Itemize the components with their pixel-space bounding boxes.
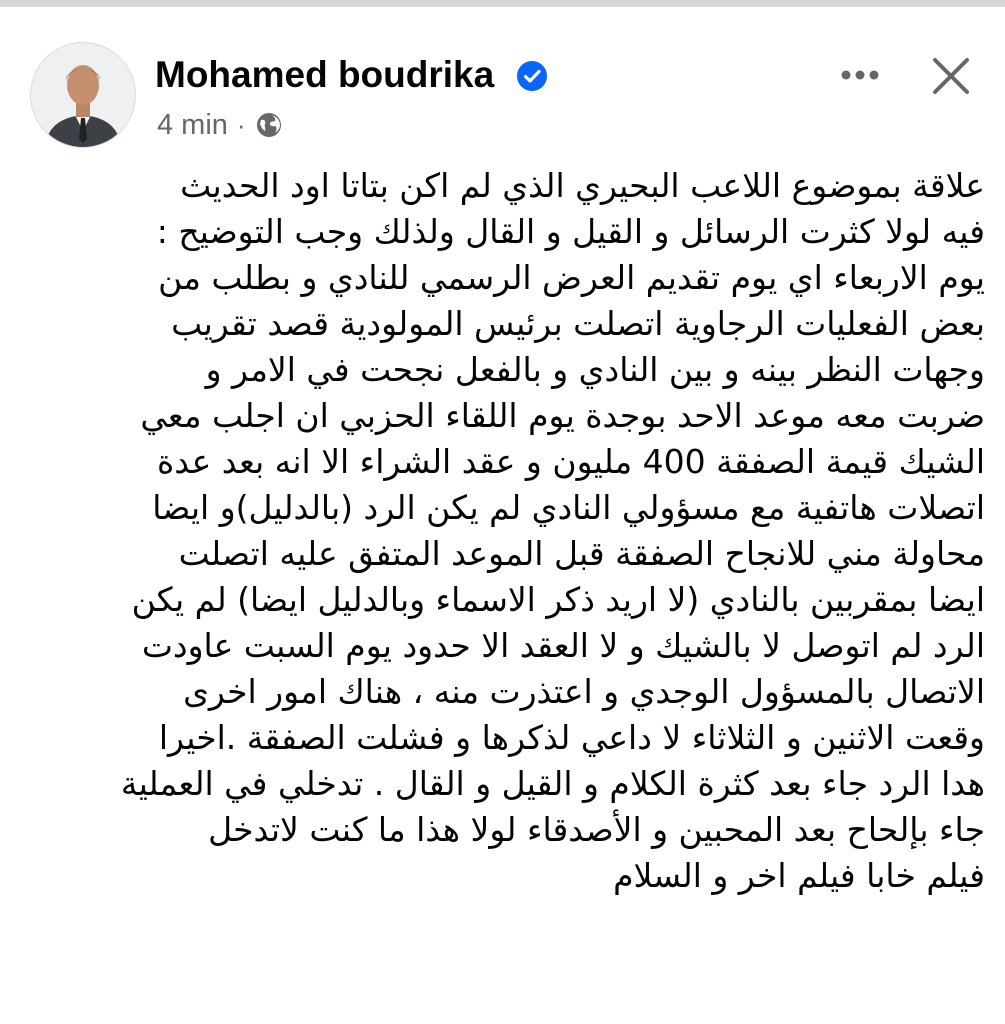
post-text-line: الرد لم اتوصل لا بالشيك و لا العقد الا حدود يوم السبت عاودت bbox=[141, 626, 985, 665]
post-meta bbox=[157, 107, 283, 143]
post-text-line: فيه لولا كثرت الرسائل و القيل و القال ولذلك وجب التوضيح : bbox=[156, 212, 985, 251]
post-text-line: فيلم خابا فيلم اخر و السلام bbox=[613, 856, 985, 895]
verified-badge-icon bbox=[516, 60, 548, 92]
post-text-line: ايضا بمقربين بالنادي (لا اريد ذكر الاسماء وبالدليل ايضا) لم يكن bbox=[131, 580, 985, 619]
post-timestamp[interactable]: 4 min bbox=[157, 108, 228, 141]
post-text-line: وجهات النظر بينه و بين النادي و بالفعل نجحت في الامر و bbox=[205, 350, 985, 389]
post-text-line: علاقة بموضوع اللاعب البحيري الذي لم اكن بتاتا اود الحديث bbox=[180, 166, 985, 205]
post-text-line: الشيك قيمة الصفقة 400 مليون و عقد الشراء الا انه بعد عدة bbox=[156, 442, 985, 481]
close-icon[interactable] bbox=[928, 53, 974, 99]
top-divider bbox=[0, 0, 1005, 7]
post-text-line: الاتصال بالمسؤول الوجدي و اعتذرت منه ، هناك امور اخرى bbox=[183, 672, 985, 711]
globe-icon[interactable] bbox=[255, 111, 283, 139]
avatar-image bbox=[31, 43, 135, 147]
post-text-line: يوم الاربعاء اي يوم تقديم العرض الرسمي للنادي و بطلب من bbox=[158, 258, 985, 297]
post-text-line: بعض الفعليات الرجاوية اتصلت برئيس المولودية قصد تقريب bbox=[171, 304, 985, 343]
meta-separator: · bbox=[236, 109, 246, 140]
post-text-line: هدا الرد جاء بعد كثرة الكلام و القيل و القال . تدخلي في العملية bbox=[120, 764, 985, 803]
post-text-line: وقعت الاثنين و الثلاثاء لا داعي لذكرها و فشلت الصفقة .اخيرا bbox=[158, 718, 985, 757]
post-text-line: محاولة مني للانجاح الصفقة قبل الموعد المتفق عليه اتصلت bbox=[178, 534, 985, 573]
more-options-icon[interactable] bbox=[832, 57, 888, 93]
post-body bbox=[40, 163, 985, 899]
author-name[interactable]: Mohamed boudrika bbox=[155, 54, 495, 95]
post-header bbox=[0, 7, 1005, 157]
post-text-line: ضربت معه موعد الاحد بوجدة يوم اللقاء الحزبي ان اجلب معي bbox=[140, 396, 985, 435]
avatar[interactable] bbox=[30, 42, 136, 148]
post-text-line: جاء بإلحاح بعد المحبين و الأصدقاء لولا هذا ما كنت لاتدخل bbox=[208, 810, 985, 849]
post-text-line: اتصلات هاتفية مع مسؤولي النادي لم يكن الرد (بالدليل)و ايضا bbox=[152, 488, 985, 527]
